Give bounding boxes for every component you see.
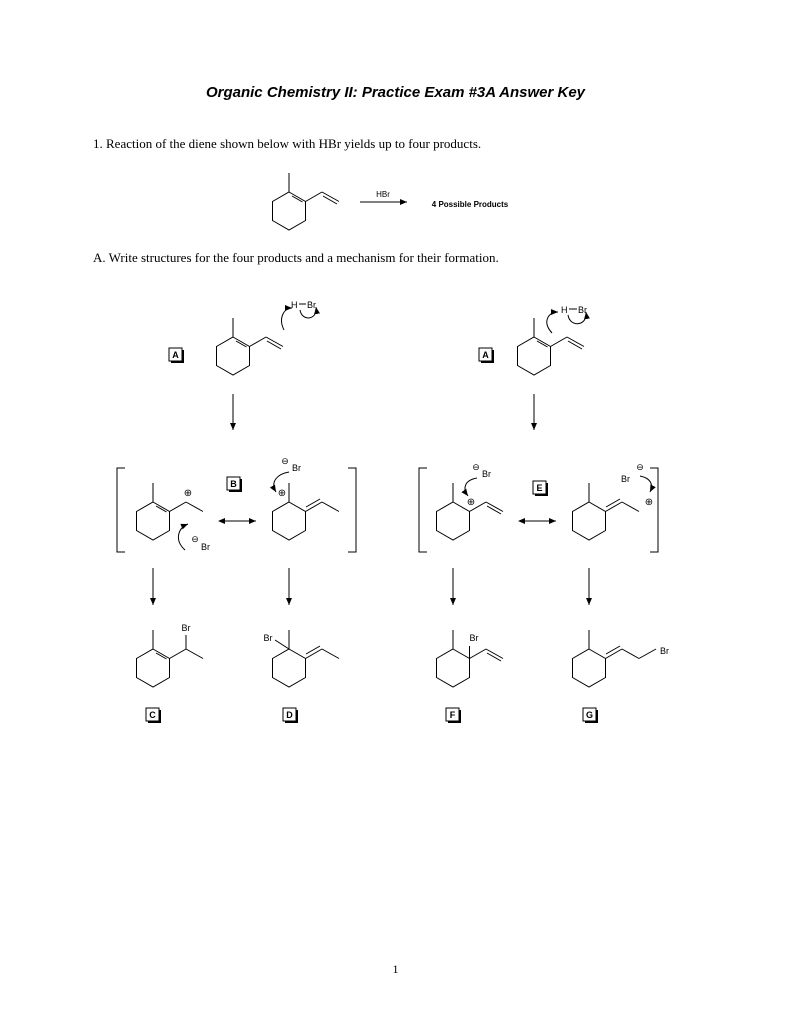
reagent-label: HBr: [376, 190, 390, 199]
product-c: [137, 630, 204, 687]
bromide-e2: Br: [621, 474, 630, 484]
svg-text:F: F: [449, 710, 456, 720]
label-box-g: [583, 708, 598, 723]
svg-text:G: G: [585, 710, 594, 720]
bromide-b2: Br: [292, 463, 301, 473]
page-number: 1: [392, 962, 399, 976]
label-box-a-left: [169, 348, 184, 363]
svg-text:A: A: [172, 350, 179, 360]
label-box-b: [227, 477, 242, 492]
bromide-e1: Br: [482, 469, 491, 479]
svg-text:D: D: [286, 710, 293, 720]
plus-charge-b1: ⊕: [183, 488, 193, 499]
br-atom-right: Br: [578, 305, 587, 315]
minus-charge-e2: ⊖: [636, 462, 644, 472]
label-box-c: [146, 708, 161, 723]
curved-arrow-right-1: [547, 312, 558, 333]
h-atom-left: H: [291, 300, 298, 310]
cation-e-tertiary: [437, 483, 504, 540]
label-box-f: [446, 708, 461, 723]
bromide-b1: Br: [201, 542, 210, 552]
minus-charge-b2: ⊖: [281, 456, 289, 466]
starting-diene: [273, 173, 340, 230]
svg-text:B: B: [230, 479, 237, 489]
curved-arrow-left-1: [282, 308, 292, 330]
product-g: [573, 630, 657, 687]
product-summary-label: 4 Possible Products: [431, 200, 509, 209]
cation-e-primary: [573, 483, 640, 540]
label-box-e: [533, 481, 548, 496]
minus-charge-e1: ⊖: [472, 462, 480, 472]
question-1-text: 1. Reaction of the diene shown below with HBr yields up to four products.: [93, 136, 482, 151]
product-d: [273, 630, 340, 687]
br-atom-left: Br: [307, 300, 316, 310]
molecule-a-right: [518, 318, 585, 375]
plus-charge-b2: ⊕: [277, 488, 287, 499]
product-c-br: Br: [181, 623, 191, 633]
plus-charge-e2: ⊕: [644, 497, 654, 508]
product-f-br: Br: [469, 633, 479, 643]
svg-text:C: C: [149, 710, 156, 720]
minus-charge-b1: ⊖: [191, 534, 199, 544]
h-atom-right: H: [561, 305, 568, 315]
product-g-br: Br: [660, 646, 669, 656]
plus-charge-e1: ⊕: [466, 497, 476, 508]
product-d-br: Br: [263, 633, 273, 643]
curved-arrow-e1: [465, 478, 477, 496]
label-box-a-right: [479, 348, 494, 363]
molecule-a-left: [217, 318, 284, 375]
curved-arrow-e2: [640, 476, 652, 492]
curved-arrow-b1: [178, 524, 188, 550]
svg-text:A: A: [482, 350, 489, 360]
svg-text:E: E: [536, 483, 543, 493]
label-box-d: [283, 708, 298, 723]
cation-b-allylic: [137, 483, 204, 540]
part-a-text: A. Write structures for the four products and a mechanism for their formation.: [93, 250, 499, 265]
page-title: Organic Chemistry II: Practice Exam #3A Answer Key: [205, 84, 586, 101]
